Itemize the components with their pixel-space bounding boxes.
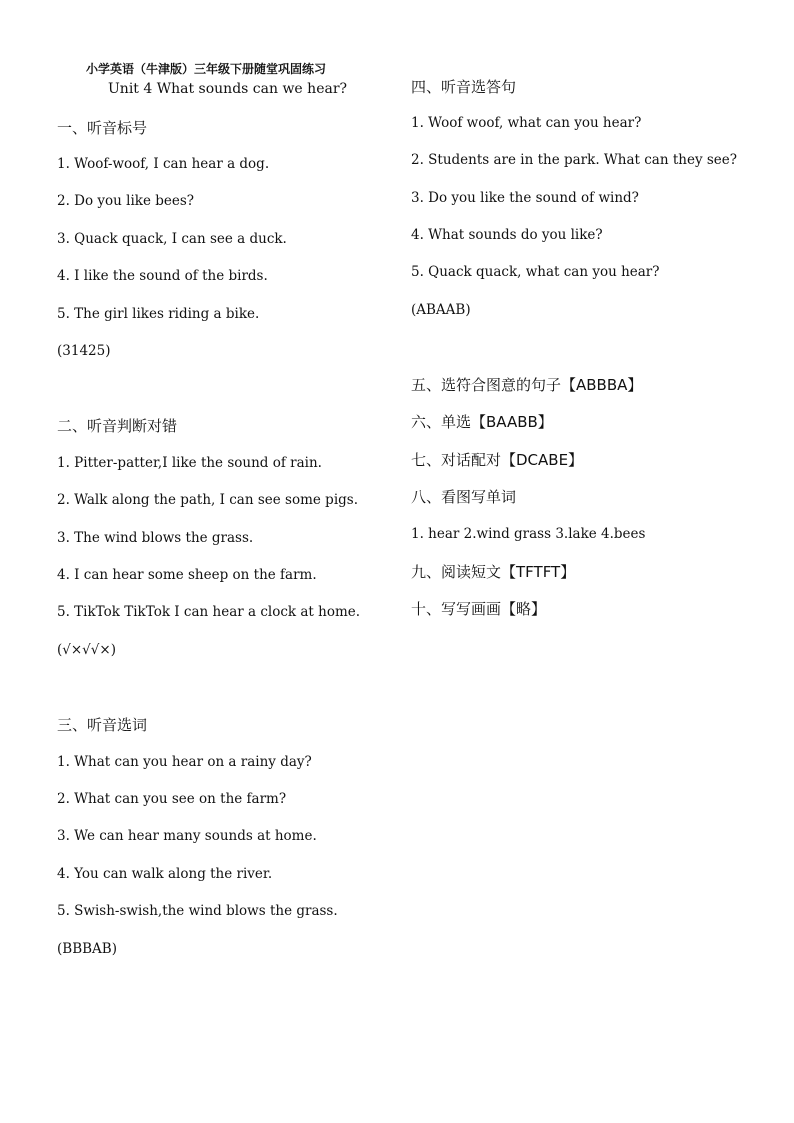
section-2-item: 5. TikTok TikTok I can hear a clock at home. bbox=[57, 604, 361, 620]
section-3-answer: (BBBAB) bbox=[57, 941, 117, 957]
section-3-heading: 三、听音选词 bbox=[57, 716, 148, 734]
section-3-item: 2. What can you see on the farm? bbox=[57, 791, 287, 807]
section-1-item: 5. The girl likes riding a bike. bbox=[57, 306, 260, 322]
section-8-heading: 八、看图写单词 bbox=[411, 488, 517, 506]
section-4-item: 2. Students are in the park. What can they see? bbox=[411, 152, 738, 168]
section-5-heading: 五、选符合图意的句子【ABBBA】 bbox=[411, 376, 643, 394]
section-7-heading: 七、对话配对【DCABE】 bbox=[411, 451, 584, 469]
document-title: 小学英语（牛津版）三年级下册随堂巩固练习 bbox=[86, 62, 327, 76]
section-1-answer: (31425) bbox=[57, 343, 111, 359]
section-1-item: 4. I like the sound of the birds. bbox=[57, 268, 268, 284]
section-1-item: 1. Woof-woof, I can hear a dog. bbox=[57, 156, 270, 172]
section-4-item: 4. What sounds do you like? bbox=[411, 227, 603, 243]
section-4-item: 1. Woof woof, what can you hear? bbox=[411, 115, 642, 131]
section-3-item: 3. We can hear many sounds at home. bbox=[57, 828, 317, 844]
section-3-item: 5. Swish-swish,the wind blows the grass. bbox=[57, 903, 338, 919]
section-2-item: 2. Walk along the path, I can see some pigs. bbox=[57, 492, 359, 508]
section-4-item: 3. Do you like the sound of wind? bbox=[411, 190, 639, 206]
section-1-item: 3. Quack quack, I can see a duck. bbox=[57, 231, 287, 247]
section-2-heading: 二、听音判断对错 bbox=[57, 417, 178, 435]
section-1-heading: 一、听音标号 bbox=[57, 119, 148, 137]
section-9-heading: 九、阅读短文【TFTFT】 bbox=[411, 563, 576, 581]
section-6-heading: 六、单选【BAABB】 bbox=[411, 413, 553, 431]
section-2-item: 3. The wind blows the grass. bbox=[57, 530, 254, 546]
section-8-answer: 1. hear 2.wind grass 3.lake 4.bees bbox=[411, 526, 646, 542]
section-3-item: 1. What can you hear on a rainy day? bbox=[57, 754, 312, 770]
section-2-item: 1. Pitter-patter,I like the sound of rain. bbox=[57, 455, 322, 471]
section-4-item: 5. Quack quack, what can you hear? bbox=[411, 264, 660, 280]
section-10-heading: 十、写写画画【略】 bbox=[411, 600, 547, 618]
section-1-item: 2. Do you like bees? bbox=[57, 193, 195, 209]
section-3-item: 4. You can walk along the river. bbox=[57, 866, 273, 882]
section-2-answer: (√×√√×) bbox=[57, 642, 116, 658]
section-4-answer: (ABAAB) bbox=[411, 302, 471, 318]
unit-subtitle: Unit 4 What sounds can we hear? bbox=[108, 81, 348, 97]
section-4-heading: 四、听音选答句 bbox=[411, 78, 517, 96]
section-2-item: 4. I can hear some sheep on the farm. bbox=[57, 567, 317, 583]
